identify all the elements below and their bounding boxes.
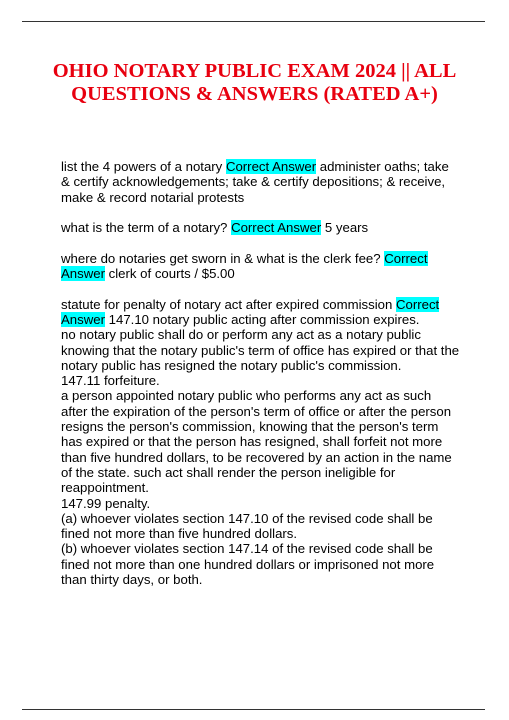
top-divider	[22, 21, 485, 22]
correct-answer-marker: Correct Answer	[61, 250, 428, 282]
correct-answer-marker: Correct Answer	[225, 159, 317, 174]
answer-line: 147.99 penalty.	[61, 495, 151, 511]
correct-answer-marker: Correct Answer	[231, 220, 322, 236]
answer-text: 147.10 notary public acting after commission expires.	[108, 311, 420, 327]
question-text: where do notaries get sworn in & what is the clerk fee?	[61, 250, 381, 266]
question-text: list the 4 powers of a notary	[61, 159, 223, 174]
answer-text: administer oaths; take & certify acknowledgements; take & certify depositions; & receive, make & record notarial protests	[61, 159, 449, 205]
question-text: statute for penalty of notary act after expired commission	[61, 296, 393, 312]
answer-line: 147.11 forfeiture.	[61, 373, 160, 389]
answer-line: no notary public shall do or perform any act as a notary public knowing that the notary public's term of office has expired or that the notary public has resigned the notary public's commission.	[61, 327, 460, 373]
answer-text: 5 years	[324, 220, 369, 236]
document-body	[61, 159, 461, 603]
correct-answer-marker: Correct Answer	[61, 296, 440, 327]
bottom-divider	[22, 709, 485, 710]
question-text: what is the term of a notary?	[61, 220, 228, 236]
qa-item	[61, 251, 461, 282]
qa-item	[61, 220, 461, 235]
qa-item	[61, 297, 461, 588]
answer-text: clerk of courts / $5.00	[108, 266, 235, 282]
answer-line: (a) whoever violates section 147.10 of the revised code shall be fined not more than five hundred dollars.	[61, 510, 433, 542]
answer-line: a person appointed notary public who performs any act as such after the expiration of the person's term of office or after the person resigns the person's commission, knowing that the person's term has expired or that the person has resigned, shall forfeit not more than five hundred dollars, to be recovered by an action in the name of the state. such act shall render the person ineligible for reappointment.	[61, 388, 452, 496]
answer-line: (b) whoever violates section 147.14 of the revised code shall be fined not more than one hundred dollars or imprisoned not more than thirty days, or both.	[61, 541, 435, 588]
qa-item	[61, 159, 461, 205]
document-title: OHIO NOTARY PUBLIC EXAM 2024 || ALL QUESTIONS & ANSWERS (RATED A+)	[52, 60, 457, 105]
